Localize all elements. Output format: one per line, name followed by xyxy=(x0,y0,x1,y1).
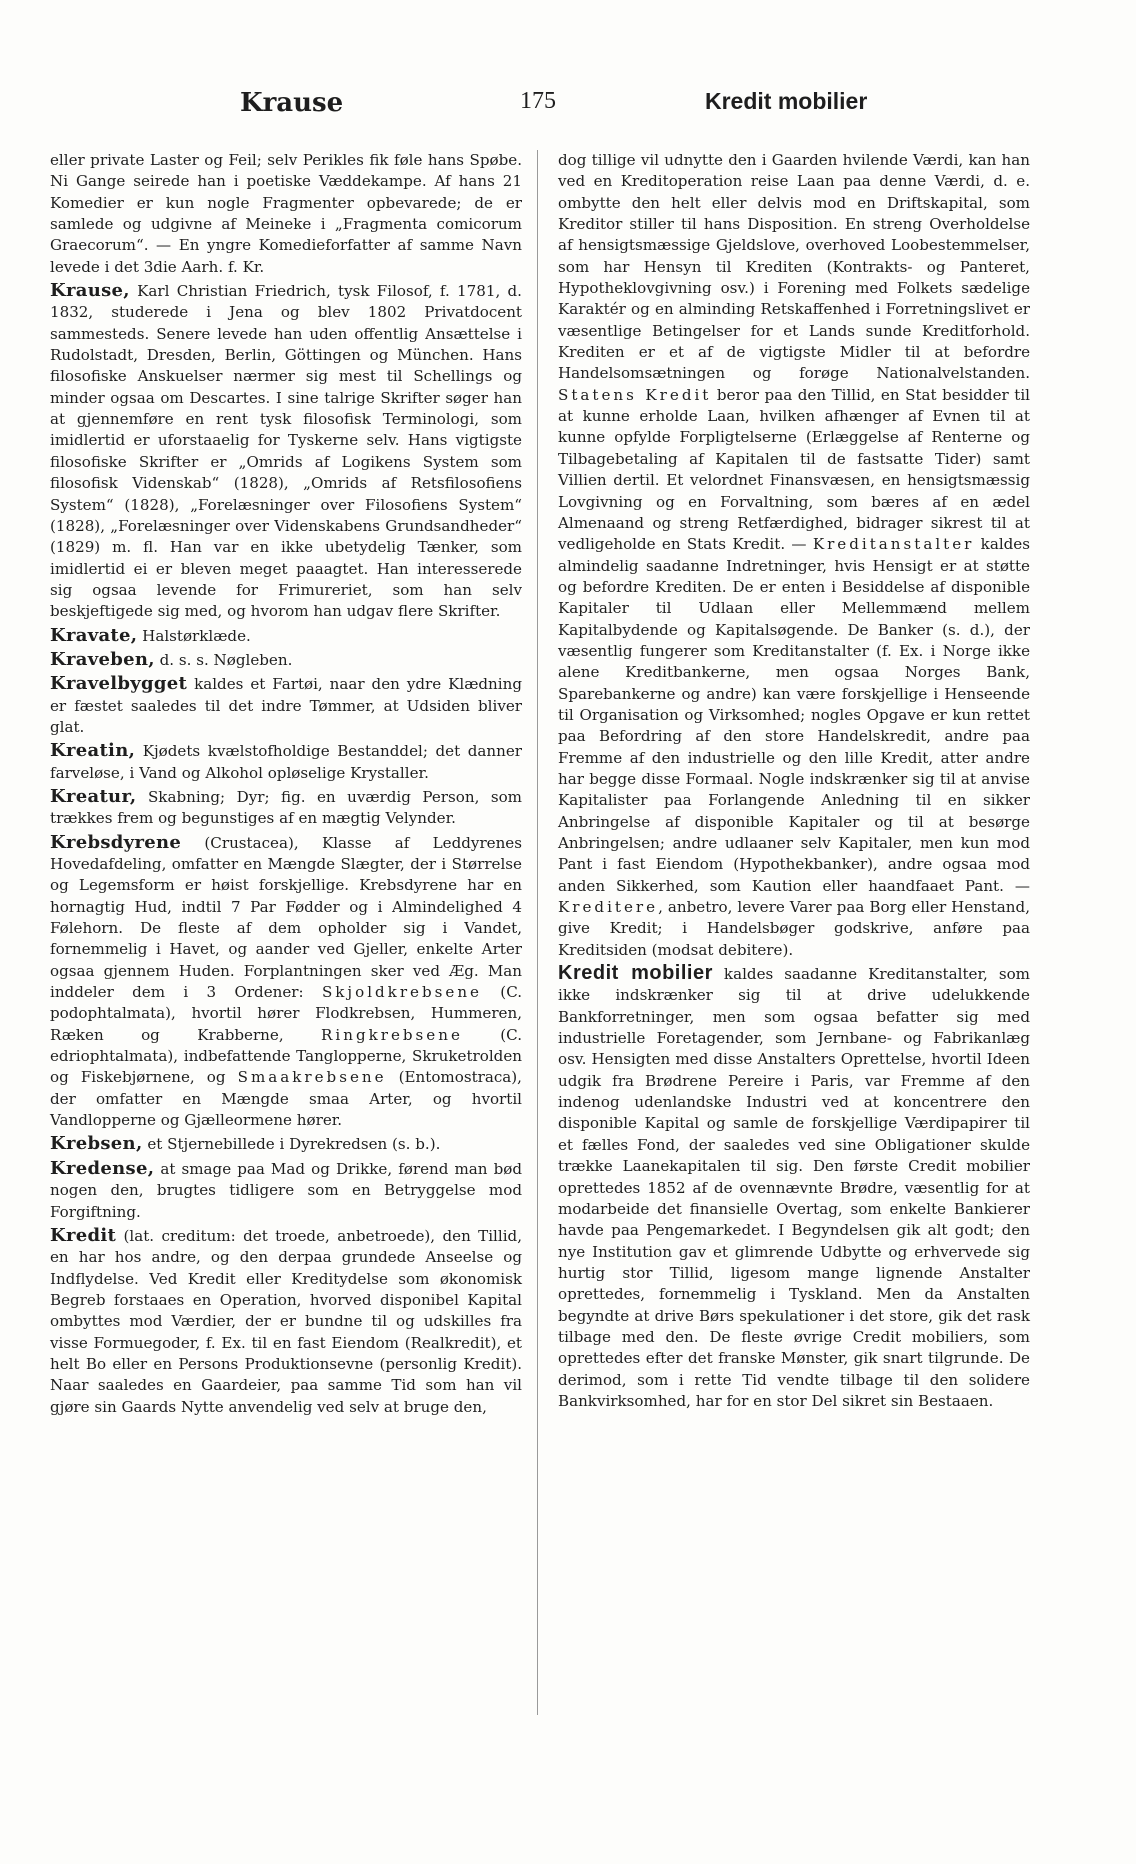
headword-kredense: Kredense, xyxy=(50,1157,155,1179)
right-column xyxy=(558,150,1030,1414)
entry-kreatur: Kreatur, Skabning; Dyr; fig. en uværdig Person, som trækkes frem og begunstiges af en mægtig Velynder. xyxy=(50,785,522,828)
entry-kraveben: Kraveben, d. s. s. Nøgleben. xyxy=(50,648,293,670)
entry-kreatin: Kreatin, Kjødets kvælstofholdige Bestanddel; det danner farveløse, i Vand og Alkohol opløselige Krystaller. xyxy=(50,740,522,782)
entry-kredit-mobilier: Kredit mobilier kaldes saadanne Kreditanstalter, som ikke indskrænker sig til at drive udelukkende Bankforretninger, men som ogsaa befatter sig med industrielle Foretagender, som Jernbane- og Fabrikanlæg osv. Hensigten med disse Anstalters Oprettelse, hvortil Ideen udgik fra Brødrene Pereire i Paris, var Fremme af den indenog udenlandske Industri ved at koncentrere den disponible Kapital og samle de forskjellige Værdipapirer til et fælles Fond, der saaledes ved sine Obligationer skulde trække Laanekapitalen til sig. Den første Credit mobilier oprettedes 1852 af de ovennævnte Brødre, væsentlig for at modarbeide det finansielle Overtag, som enkelte Bankierer havde paa Pengemarkedet. I Begyndelsen gik alt godt; den nye Institution gav et glimrende Udbytte og erhvervede sig hurtig stor Tillid, ligesom mange lignende Anstalter oprettedes, fornemmelig i Tyskland. Men da Anstalten begyndte at drive Børs spekulationer i det store, gik det rask tilbage med den. De fleste øvrige Credit mobiliers, som oprettedes efter det franske Mønster, gik snart tilgrunde. De derimod, som i rette Tid vendte tilbage til den solidere Bankvirksomhed, har for en stor Del sikret sin Bestaaen. xyxy=(558,962,1030,1410)
entry-kredit-continued: dog tillige vil udnytte den i Gaarden hvilende Værdi, kan han ved en Kreditoperation reise Laan paa denne Værdi, d. e. ombytte den helt eller delvis mod en Driftskapital, som Kreditor stiller til hans Disposition. En streng Overholdelse af hensigtsmæssige Gjeldslove, overhoved Loobestemmelser, som har Hensyn til Krediten (Kontrakts- og Panteret, Hypotheklovgivning osv.) i Forening med Folkets sædelige Karaktér og en alminding Retskaffenhed i Forretningslivet er væsentlige Betingelser for et Lands sunde Kreditforhold. Krediten er et af de vigtigste Midler til at befordre Handelsomsætningen og forøge Nationalvelstanden. Statens Kredit beror paa den Tillid, en Stat besidder til at kunne erholde Laan, hvilken afhænger af Evnen til at kunne opfylde Forpligtelserne (Erlæggelse af Renterne og Tilbagebetaling af Kapitalen til de fastsatte Tider) samt Villien dertil. Et velordnet Finansvæsen, en hensigtsmæssig Lovgivning og en Forvaltning, som bæres af en ædel Almenaand og streng Retfærdighed, bidrager sikrest til at vedligeholde en Stats Kredit. — Kreditanstalter kaldes almindelig saadanne Indretninger, hvis Hensigt er at støtte og befordre Krediten. De er enten i Besiddelse af disponible Kapitaler til Udlaan eller Mellemmænd mellem Kapitalbydende og Kapitalsøgende. De Banker (s. d.), der væsentlig fungerer som Kreditanstalter (f. Ex. i Norge ikke alene Kreditbankerne, men ogsaa Norges Bank, Sparebankerne og andre) kan være forskjellige i Henseende til Organisation og Virksomhed; nogles Opgave er kun rettet paa Befordring af den store Handelskredit, andre paa Fremme af den industrielle og den lille Kredit, atter andre har begge disse Formaal. Nogle indskrænker sig til at anvise Kapitalister paa Forlangende Anledning til en sikker Anbringelse af disponible Kapitaler og til at besørge Anbringelsen; andre udlaaner selv Kapitaler, men kun mod Pant i fast Eiendom (Hypothekbanker), andre ogsaa mod anden Sikkerhed, som Kaution eller haandfaaet Pant. — Kreditere, anbetro, levere Varer paa Borg eller Henstand, give Kredit; i Handelsbøger godskrive, anføre paa Kreditsiden (modsat debitere). xyxy=(558,151,1030,959)
header-catchword-left: Krause xyxy=(240,88,344,118)
entry-kravate: Kravate, Halstørklæde. xyxy=(50,624,251,646)
running-header xyxy=(50,80,1070,130)
header-catchword-right: Kredit mobilier xyxy=(705,88,868,114)
term-skjoldkrebsene: Skjoldkrebsene xyxy=(321,983,482,1002)
headword-kredit-mobilier: Kredit mobilier xyxy=(558,962,713,985)
entry-kredit: Kredit (lat. creditum: det troede, anbetroede), den Tillid, en har hos andre, og den derpaa grundede Anseelse og Indflydelse. Ved Kredit eller Kreditydelse som økonomisk Begreb forstaaes en Operation, hvorved disponibel Kapital ombyttes mod Værdier, der er bundne til og udskilles fra visse Formuegoder, f. Ex. til en fast Eiendom (Realkredit), et helt Bo eller en Persons Produktionsevne (personlig Kredit). Naar saaledes en Gaardeier, paa samme Tid som han vil gjøre sin Gaards Nytte anvendelig ved selv at bruge den, xyxy=(50,1224,522,1416)
headword-kravate: Kravate, xyxy=(50,624,138,646)
term-ringkrebsene: Ringkrebsene xyxy=(321,1025,463,1044)
left-column xyxy=(50,150,522,1420)
entry-kredense: Kredense, at smage paa Mad og Drikke, førend man bød nogen den, brugtes tidligere som en Betryggelse mod Forgiftning. xyxy=(50,1157,522,1221)
headword-kraveben: Kraveben, xyxy=(50,648,155,670)
entry-krebsen: Krebsen, et Stjernebillede i Dyrekredsen (s. b.). xyxy=(50,1133,441,1155)
headword-kravelbygget: Kravelbygget xyxy=(50,673,188,695)
entry-kravelbygget: Kravelbygget kaldes et Fartøi, naar den ydre Klædning er fæstet saaledes til det indre Tømmer, at Udsiden bliver glat. xyxy=(50,673,522,736)
headword-kreatur: Kreatur, xyxy=(50,785,137,807)
entry-krause: Krause, Karl Christian Friedrich, tysk Filosof, f. 1781, d. 1832, studerede i Jena og blev 1802 Privatdocent sammesteds. Senere levede han uden offentlig Ansættelse i Rudolstadt, Dresden, Berlin, Göttingen og München. Hans filosofiske Anskuelser nærmer sig mest til Schellings og minder ogsaa om Descartes. I sine talrige Skrifter søger han at gjennemføre en rent tysk filosofisk Terminologi, som imidlertid er uforstaaelig for Tyskerne selv. Hans vigtigste filosofiske Skrifter er „Omrids af Logikens System som filosofisk Videnskab“ (1828), „Omrids af Retsfilosofiens System“ (1828), „Forelæsninger over Filosofiens System“ (1828), „Forelæsninger over Videnskabens Grundsandheder“ (1829) m. fl. Han var en ikke ubetydelig Tænker, som imidlertid ei er bleven meget paaagtet. Han interesserede sig ogsaa levende for Frimureriet, som han selv beskjeftigede sig med, og hvorom han udgav flere Skrifter. xyxy=(50,280,522,621)
page-number: 175 xyxy=(520,88,556,114)
headword-krebsdyrene: Krebsdyrene xyxy=(50,831,182,853)
headword-krebsen: Krebsen, xyxy=(50,1133,143,1155)
term-statens-kredit: Statens Kredit xyxy=(558,385,712,404)
term-kreditere: Kreditere xyxy=(558,898,659,917)
term-smaakrebsene: Smaakrebsene xyxy=(237,1068,387,1087)
column-divider xyxy=(537,150,538,1715)
headword-kredit: Kredit xyxy=(50,1224,117,1246)
headword-kreatin: Kreatin, xyxy=(50,740,136,762)
headword-krause: Krause, xyxy=(50,280,130,302)
entry-continuation: eller private Laster og Feil; selv Perikles fik føle hans Spøbe. Ni Gange seirede han i poetiske Væddekampe. Af hans 21 Komedier er kun nogle Fragmenter opbevarede; de er samlede og udgivne af Meineke i „Fragmenta comicorum Graecorum“. — En yngre Komedieforfatter af samme Navn levede i det 3die Aarh. f. Kr. xyxy=(50,151,522,276)
entry-krebsdyrene: Krebsdyrene (Crustacea), Klasse af Leddyrenes Hovedafdeling, omfatter en Mængde Slægter, der i Størrelse og Legemsform er høist forskjellige. Krebsdyrene har en hornagtig Hud, indtil 7 Par Fødder og i Almindelighed 4 Følehorn. De fleste af dem opholder sig i Vandet, fornemmelig i Havet, og aander ved Gjeller, enkelte Arter ogsaa gjennem Huden. Forplantningen sker ved Æg. Man inddeler dem i 3 Ordener: Skjoldkrebsene (C. podophtalmata), hvortil hører Flodkrebsen, Hummeren, Ræken og Krabberne, Ringkrebsene (C. edriophtalmata), indbefattende Tanglopperne, Skruketrolden og Fiskebjørnene, og Smaakrebsene (Entomostraca), der omfatter en Mængde smaa Arter, og hvortil Vandlopperne og Gjælleormene hører. xyxy=(50,831,523,1130)
term-kreditanstalter: Kreditanstalter xyxy=(812,535,975,554)
